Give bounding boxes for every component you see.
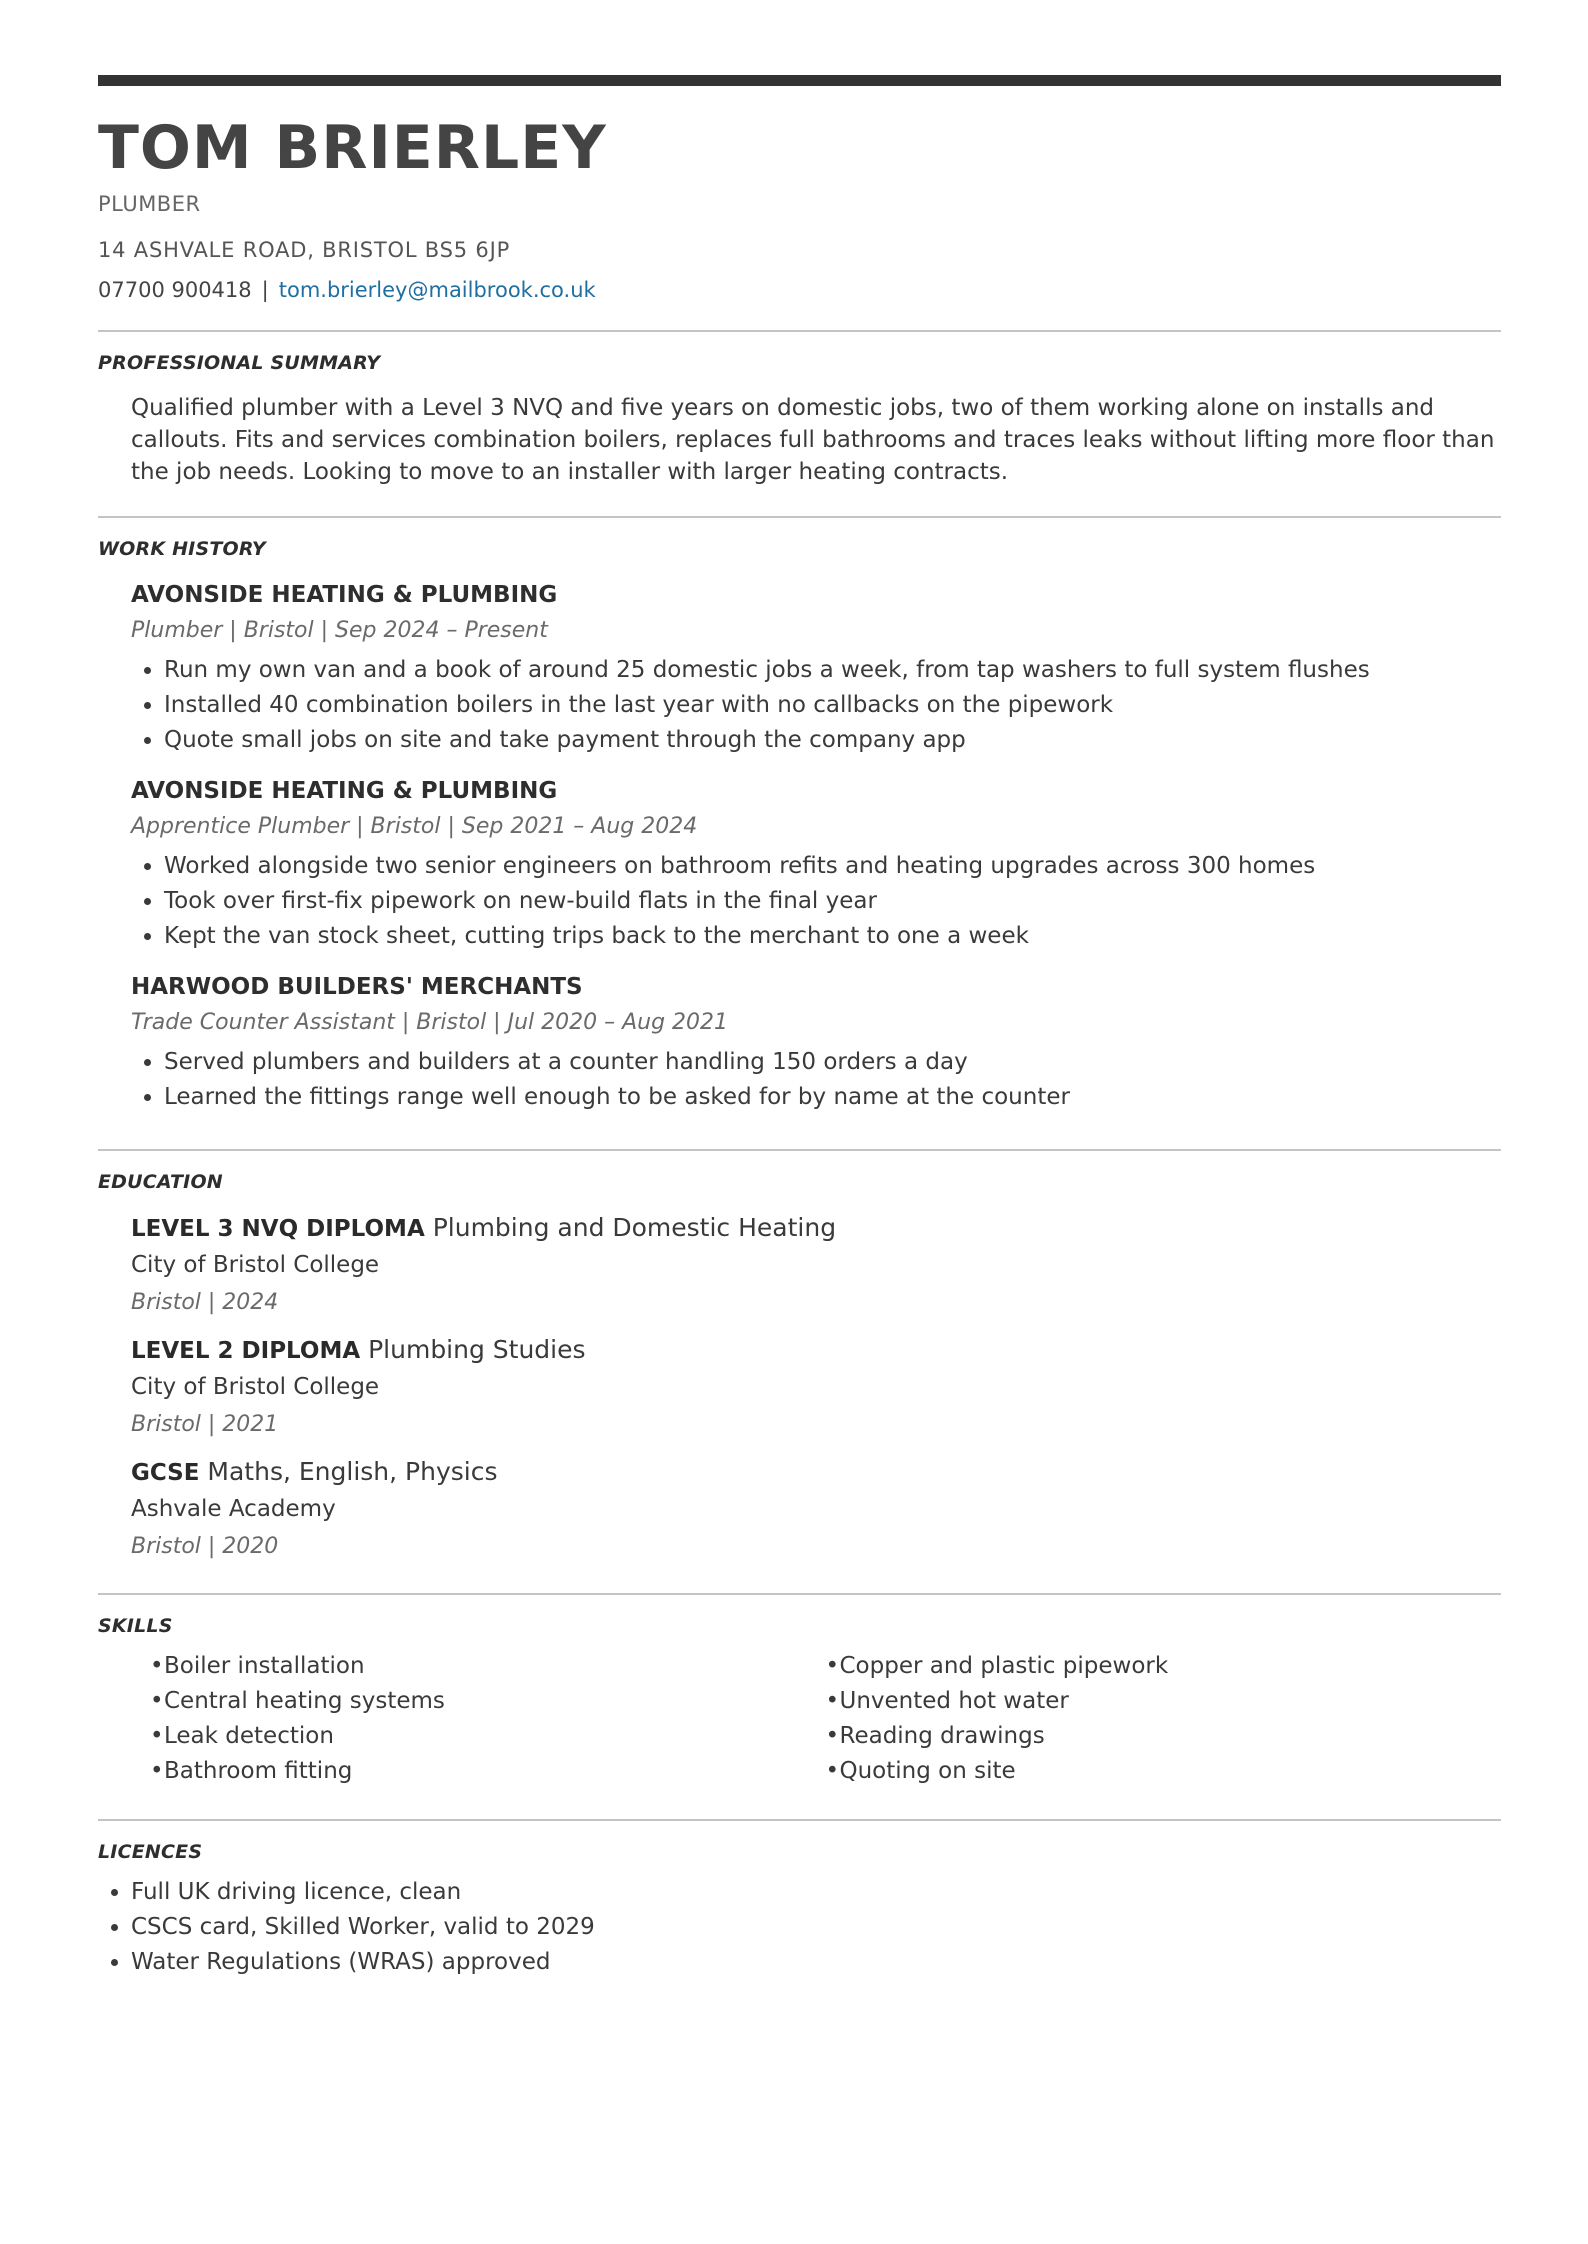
email-link[interactable]: tom.brierley@mailbrook.co.uk <box>278 278 596 302</box>
job-company: AVONSIDE HEATING & PLUMBING <box>131 582 558 608</box>
skills-column-right <box>826 1649 1502 1789</box>
job-bullet: • Quote small jobs on site and take payment through the company app <box>164 723 1501 758</box>
skill-item: •Copper and plastic pipework <box>825 1653 1169 1679</box>
skill-item: •Leak detection <box>150 1723 334 1749</box>
skill-item: •Central heating systems <box>150 1688 445 1714</box>
candidate-name: TOM BRIERLEY <box>98 113 607 183</box>
job-bullet: • Installed 40 combination boilers in the last year with no callbacks on the pipework <box>164 688 1501 723</box>
job-meta: Apprentice Plumber | Bristol | Sep 2021 – Aug 2024 <box>131 814 698 839</box>
job-company: AVONSIDE HEATING & PLUMBING <box>131 778 558 804</box>
education-entry <box>98 1335 1501 1437</box>
job-bullets <box>131 849 1501 954</box>
qualification-level: GCSE <box>131 1460 200 1486</box>
education-qualification <box>131 1335 1501 1364</box>
licence-item: • Water Regulations (WRAS) approved <box>131 1945 1501 1980</box>
qualification-level: LEVEL 2 DIPLOMA <box>131 1338 361 1364</box>
job-bullet: • Took over first-fix pipework on new-build flats in the final year <box>164 884 1501 919</box>
education-heading: EDUCATION <box>98 1171 223 1193</box>
qualification-level: LEVEL 3 NVQ DIPLOMA <box>131 1216 425 1242</box>
work-history-heading: WORK HISTORY <box>98 538 266 560</box>
skill-item: •Reading drawings <box>825 1723 1045 1749</box>
resume-page <box>98 75 1501 1980</box>
job-bullet: • Kept the van stock sheet, cutting trips back to the merchant to one a week <box>164 919 1501 954</box>
job-meta: Plumber | Bristol | Sep 2024 – Present <box>131 618 548 643</box>
skills-column-left <box>150 1649 826 1789</box>
education-entry <box>98 1213 1501 1315</box>
qualification-subject: Plumbing Studies <box>368 1335 586 1364</box>
skills-heading: SKILLS <box>98 1615 173 1637</box>
skill-item: •Boiler installation <box>150 1653 365 1679</box>
licence-item: • CSCS card, Skilled Worker, valid to 2029 <box>131 1910 1501 1945</box>
education-meta: Bristol | 2021 <box>131 1412 279 1437</box>
job-company: HARWOOD BUILDERS' MERCHANTS <box>131 974 583 1000</box>
candidate-role: PLUMBER <box>98 192 201 216</box>
job-bullet: • Served plumbers and builders at a counter handling 150 orders a day <box>164 1045 1501 1080</box>
section-divider <box>98 516 1501 518</box>
licence-item: • Full UK driving licence, clean <box>131 1875 1501 1910</box>
section-divider <box>98 1819 1501 1821</box>
job-bullet: • Run my own van and a book of around 25 domestic jobs a week, from tap washers to full system flushes <box>164 653 1501 688</box>
skill-item: •Quoting on site <box>825 1758 1016 1784</box>
candidate-address: 14 ASHVALE ROAD, BRISTOL BS5 6JP <box>98 238 511 262</box>
section-divider <box>98 1593 1501 1595</box>
section-divider <box>98 330 1501 332</box>
job-entry <box>98 582 1501 758</box>
education-qualification <box>131 1457 1501 1486</box>
summary-heading: PROFESSIONAL SUMMARY <box>98 352 381 374</box>
skills-grid <box>98 1649 1501 1789</box>
job-bullets <box>131 1045 1501 1115</box>
education-school: Ashvale Academy <box>131 1496 336 1522</box>
contact-line <box>98 278 1501 302</box>
education-meta: Bristol | 2020 <box>131 1534 279 1559</box>
licences-heading: LICENCES <box>98 1841 203 1863</box>
education-qualification <box>131 1213 1501 1242</box>
qualification-subject: Plumbing and Domestic Heating <box>432 1213 837 1242</box>
job-bullets <box>131 653 1501 758</box>
education-school: City of Bristol College <box>131 1252 380 1278</box>
job-meta: Trade Counter Assistant | Bristol | Jul 2020 – Aug 2021 <box>131 1010 729 1035</box>
header-accent-bar <box>98 75 1501 86</box>
summary-text: Qualified plumber with a Level 3 NVQ and five years on domestic jobs, two of them working alone on installs and callouts. Fits and services combination boilers, replaces full bathrooms and traces leaks without lifting more floor than the job needs. Looking to move to an installer with larger heating contracts. <box>131 395 1495 485</box>
education-entry <box>98 1457 1501 1559</box>
job-entry <box>98 974 1501 1115</box>
section-divider <box>98 1149 1501 1151</box>
skill-item: •Unvented hot water <box>825 1688 1069 1714</box>
education-school: City of Bristol College <box>131 1374 380 1400</box>
job-bullet: • Worked alongside two senior engineers on bathroom refits and heating upgrades across 300 homes <box>164 849 1501 884</box>
phone-number: 07700 900418 <box>98 278 252 302</box>
job-entry <box>98 778 1501 954</box>
skill-item: •Bathroom fitting <box>150 1758 353 1784</box>
licences-list <box>98 1875 1501 1980</box>
contact-separator: | <box>261 278 269 302</box>
education-meta: Bristol | 2024 <box>131 1290 279 1315</box>
qualification-subject: Maths, English, Physics <box>207 1457 498 1486</box>
job-bullet: • Learned the fittings range well enough to be asked for by name at the counter <box>164 1080 1501 1115</box>
